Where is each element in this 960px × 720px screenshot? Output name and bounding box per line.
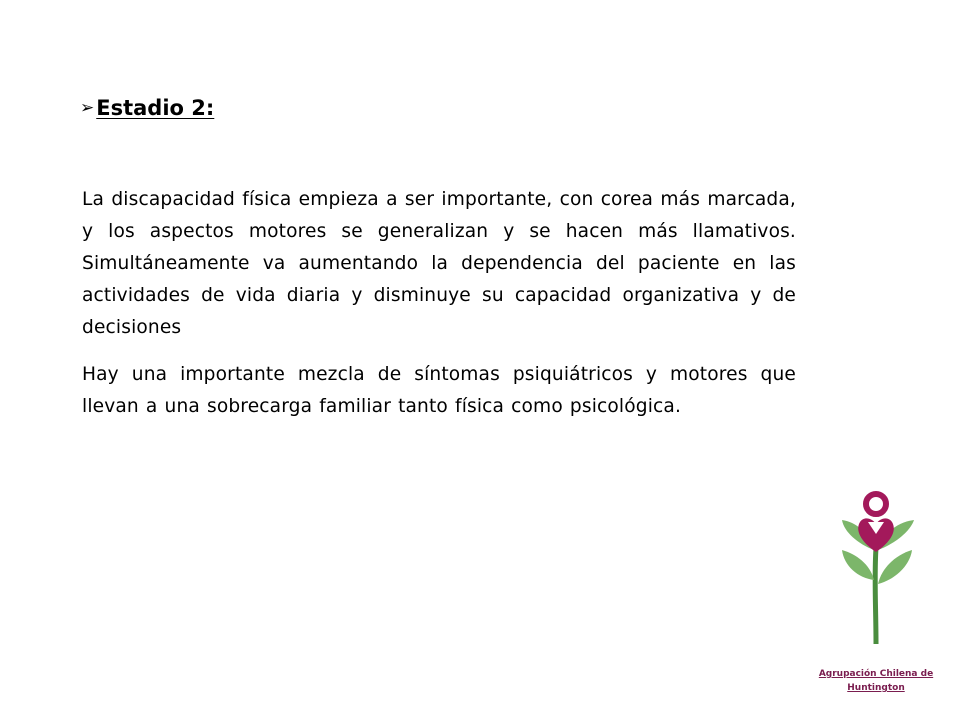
logo-stem xyxy=(875,548,876,644)
section-heading xyxy=(80,96,214,120)
logo-caption xyxy=(808,667,944,695)
logo-caption-line2: Huntington xyxy=(847,683,905,693)
heading-text: Estadio 2: xyxy=(96,96,215,120)
flower-logo-icon xyxy=(836,488,918,648)
logo-caption-line1: Agrupación Chilena de xyxy=(818,669,934,679)
paragraph-2: Hay una importante mezcla de síntomas psiquiátricos y motores que llevan a una sobrecarga familiar tanto física como psicológica. xyxy=(82,364,796,417)
logo-head xyxy=(866,494,886,514)
paragraph-1: La discapacidad física empieza a ser importante, con corea más marcada, y los aspectos motores se generalizan y se hacen más llamativos. Simultáneamente va aumentando la dependencia del paciente en las actividades de vida diaria y disminuye su capacidad organizativa y de decisiones xyxy=(82,189,796,338)
logo-leaf-right-lower xyxy=(878,550,912,584)
arrow-bullet-icon: ➢ xyxy=(80,98,95,118)
logo-leaf-left-lower xyxy=(842,550,874,580)
